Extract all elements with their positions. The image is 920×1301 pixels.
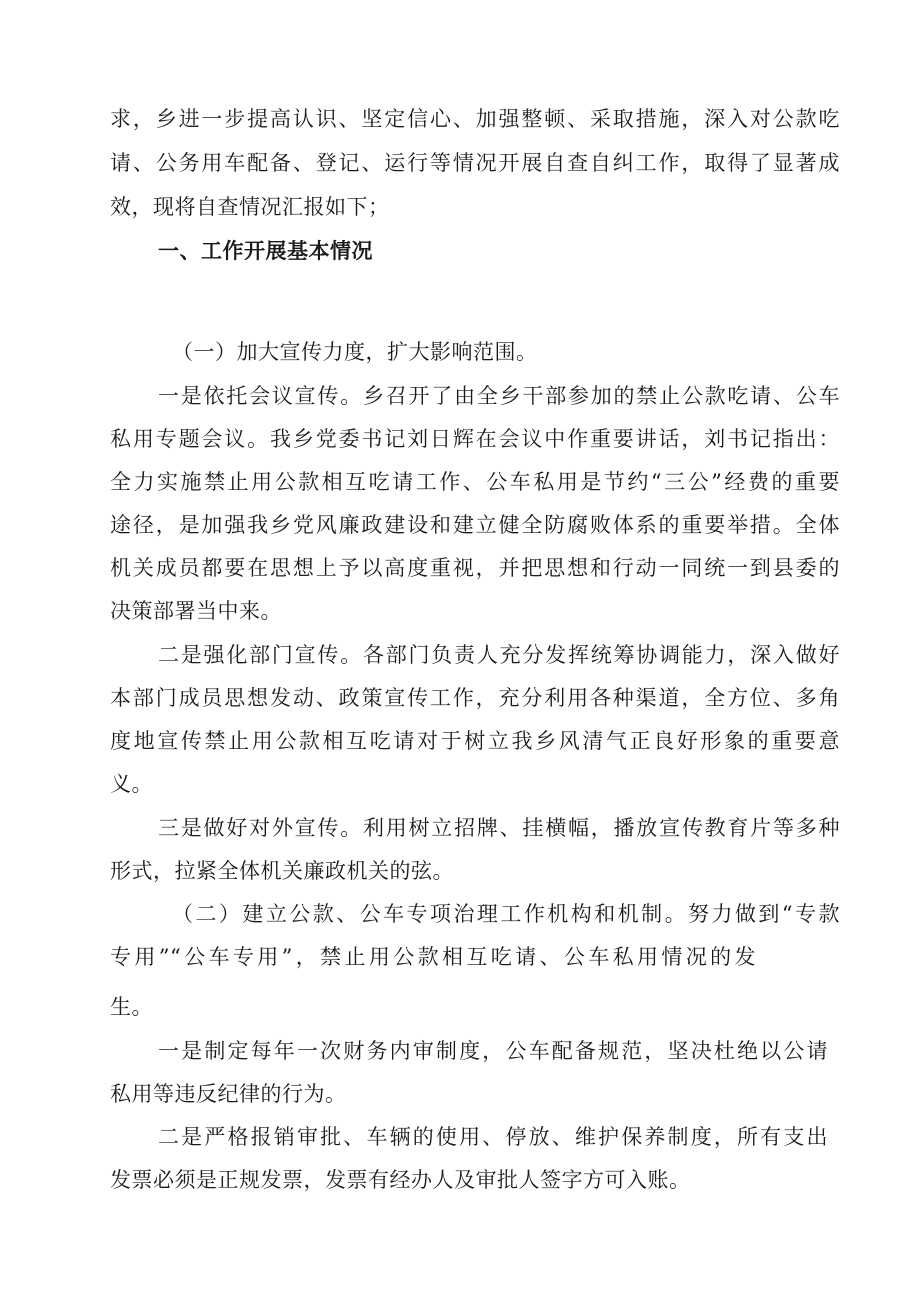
body-text-line: 一是制定每年一次财务内审制度，公车配备规范，坚决杜绝以公请 bbox=[158, 1039, 828, 1063]
body-text-line: 决策部署当中来。 bbox=[110, 599, 282, 623]
body-text-line: 机关成员都要在思想上予以高度重视，并把思想和行动一同统一到县委的 bbox=[110, 556, 840, 580]
body-text-line: 途径，是加强我乡党风廉政建设和建立健全防腐败体系的重要举措。全体 bbox=[110, 513, 840, 537]
subsection-heading: （一）加大宣传力度，扩大影响范围。 bbox=[172, 340, 538, 364]
body-text-line: 度地宣传禁止用公款相互吃请对于树立我乡风清气正良好形象的重要意 bbox=[110, 729, 840, 753]
body-text-line: 发票必须是正规发票，发票有经办人及审批人签字方可入账。 bbox=[110, 1168, 691, 1192]
body-text-line: 义。 bbox=[110, 772, 153, 796]
body-text-line: 生。 bbox=[110, 995, 153, 1019]
subsection-heading: （二）建立公款、公车专项治理工作机构和机制。努力做到“专款 bbox=[172, 902, 840, 926]
body-text-line: 三是做好对外宣传。利用树立招牌、挂横幅，播放宣传教育片等多种 bbox=[158, 816, 840, 840]
body-text-line: 形式，拉紧全体机关廉政机关的弦。 bbox=[110, 859, 454, 883]
body-text-line: 效，现将自查情况汇报如下； bbox=[110, 195, 390, 219]
body-text-line: 一是依托会议宣传。乡召开了由全乡干部参加的禁止公款吃请、公车 bbox=[158, 384, 840, 408]
body-text-line: 求，乡进一步提高认识、坚定信心、加强整顿、采取措施，深入对公款吃 bbox=[110, 107, 840, 131]
section-heading: 一、工作开展基本情况 bbox=[158, 239, 373, 263]
body-text-line: 私用等违反纪律的行为。 bbox=[110, 1082, 347, 1106]
body-text-line: 本部门成员思想发动、政策宣传工作，充分利用各种渠道，全方位、多角 bbox=[110, 686, 840, 710]
body-text-line: 私用专题会议。我乡党委书记刘日辉在会议中作重要讲话，刘书记指出： bbox=[110, 427, 840, 451]
body-text-line: 全力实施禁止用公款相互吃请工作、公车私用是节约“三公”经费的重要 bbox=[110, 470, 840, 494]
body-text-line: 请、公务用车配备、登记、运行等情况开展自查自纠工作，取得了显著成 bbox=[110, 151, 840, 175]
body-text-line: 二是严格报销审批、车辆的使用、停放、维护保养制度，所有支出 bbox=[158, 1125, 828, 1149]
body-text-line: 二是强化部门宣传。各部门负责人充分发挥统筹协调能力，深入做好 bbox=[158, 643, 840, 667]
body-text-line: 专用”“公车专用”，禁止用公款相互吃请、公车私用情况的发 bbox=[110, 945, 756, 969]
